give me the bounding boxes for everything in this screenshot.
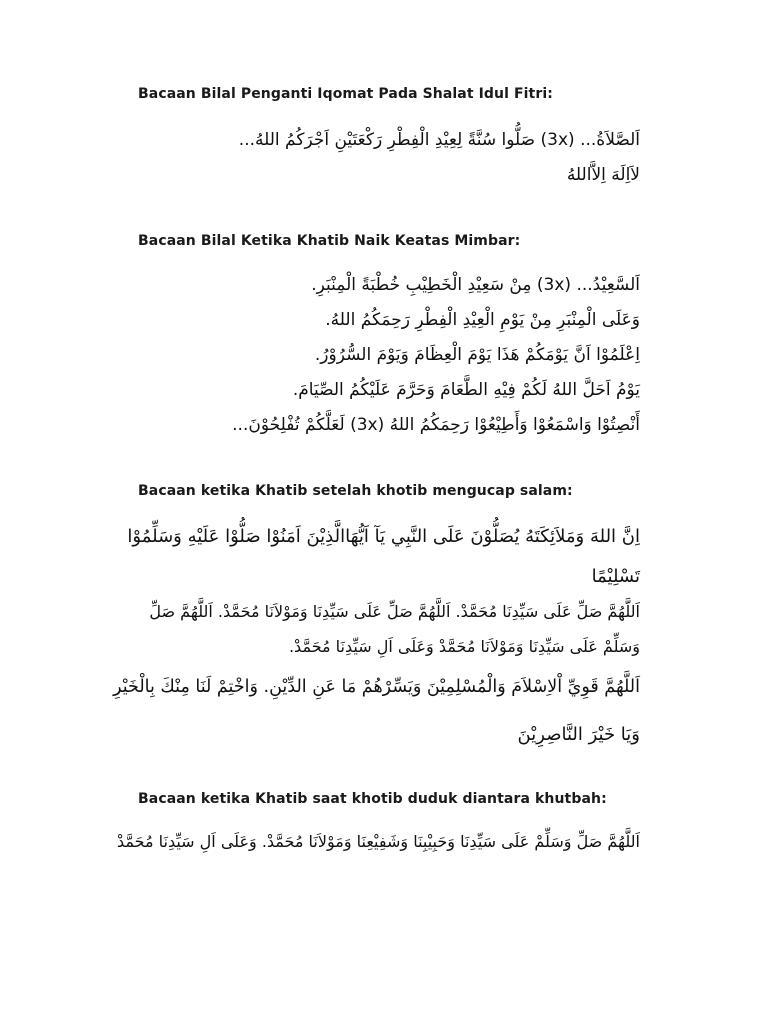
section-heading-salam: Bacaan ketika Khatib setelah khotib mengucap salam: [138,483,573,499]
arabic-line: يَوْمُ اَحَلَّ اللهُ لَكُمْ فِيْهِ الطَّعَامَ وَحَرَّمَ عَلَيْكُمُ الصِّيَامَ. [292,380,640,400]
arabic-line: اِعْلَمُوْا اَنَّ يَوْمَكُمْ هَذَا يَوْمَ الْعِظَامَ وَيَوْمَ السُّرُوْرُ. [314,345,640,365]
arabic-line: اَللَّهُمَّ قَوِيِّ اْلاِسْلاَمَ وَالْمُسْلِمِيْنَ وَيَسِّرْهُمْ مَا عَنِ الدِّيْنِ. وَاخْتِمْ لَنَا مِنْكَ بِالْخَيْرِ [113,677,640,697]
section-heading-duduk: Bacaan ketika Khatib saat khotib duduk diantara khutbah: [138,791,607,807]
section-heading-iqomat: Bacaan Bilal Penganti Iqomat Pada Shalat Idul Fitri: [138,86,553,102]
arabic-line: أَنْصِتُوْا وَاسْمَعُوْا وَأَطِيْعُوْا رَحِمَكُمُ اللهُ (3x) لَعَلَّكُمْ تُفْلِحُوْنَ... [232,415,640,435]
arabic-line: اَللَّهُمَّ صَلِّ وَسَلِّمْ عَلَى سَيِّدِنَا وَحَبِيْبِنَا وَشَفِيْعِنَا وَمَوْلاَنَا مُحَمَّدْ. وَعَلَى اَلِ سَيِّدِنَا مُحَمَّدْ [116,832,640,851]
arabic-line: تَسْلِيْمًا [591,566,640,587]
arabic-line: اِنَّ اللهَ وَمَلاَئِكَتَهُ يُصَلُّوْنَ عَلَى النَّبِي يَآ اَيُّهَاالَّذِيْنَ اَمَنُوْا صَلُّوْا عَلَيْهِ وَسَلِّمُوْا [127,526,640,547]
arabic-line: لاَاِلَهَ اِلاَّاللهُ [566,165,640,185]
section-heading-mimbar: Bacaan Bilal Ketika Khatib Naik Keatas Mimbar: [138,233,521,249]
arabic-line: وَعَلَى الْمِنْبَرِ مِنْ يَوْمِ الْعِيْدِ الْفِطْرِ رَحِمَكُمُ اللهُ. [325,310,640,330]
arabic-line: اَلسَّعِيْدُ... (3x) مِنْ سَعِيْدِ الْخَطِيْبِ خُطْبَةً الْمِنْبَرِ. [311,275,640,295]
arabic-line: وَيَا خَيْرَ النَّاصِرِيْنَ [517,724,640,745]
arabic-line: وَسَلِّمْ عَلَى سَيِّدِنَا وَمَوْلاَنَا مُحَمَّدْ وَعَلَى اَلِ سَيِّدِنَا مُحَمَّدْ. [288,637,640,656]
arabic-line: اَلصَّلاَةُ... (3x) صَلُّوا سُنَّةً لِعِيْدِ الْفِطْرِ رَكْعَتَيْنِ اَجْرَكُمُ اللهُ... [238,130,640,150]
arabic-line: اَللَّهُمَّ صَلِّ عَلَى سَيِّدِنَا مُحَمَّدْ. اَللَّهُمَّ صَلِّ عَلَى سَيِّدِنَا وَمَوْلاَنَا مُحَمَّدْ. اَللَّهُمَّ صَلِّ [149,602,640,621]
